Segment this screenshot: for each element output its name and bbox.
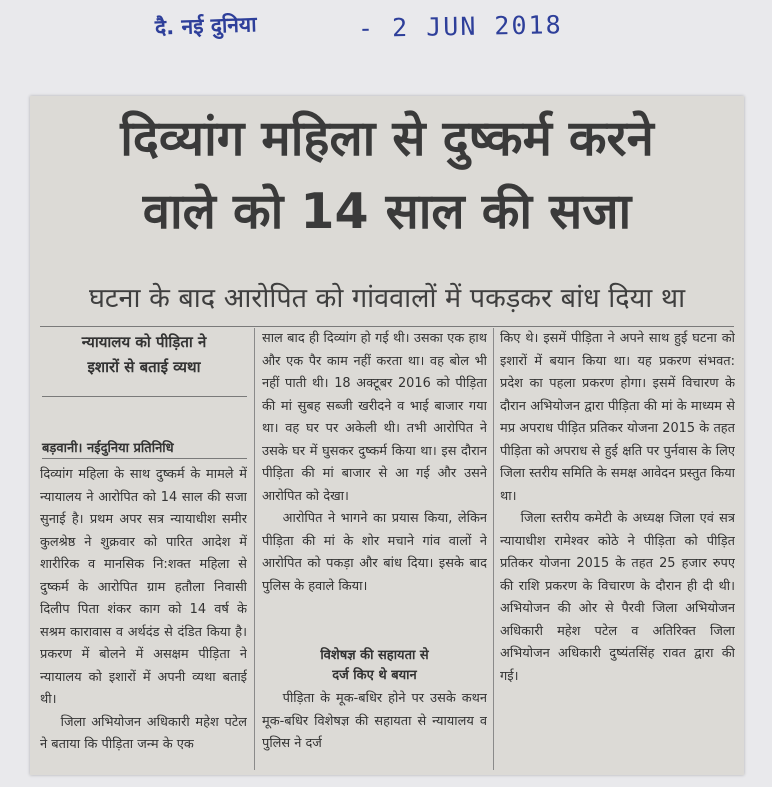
column-1-paragraph-2: जिला अभियोजन अधिकारी महेश पटेल ने बताया कि पीड़िता जन्म के एक (40, 714, 247, 752)
column-divider-1 (254, 328, 255, 770)
column-2-paragraph-2: आरोपित ने भागने का प्रयास किया, लेकिन पीड़िता की मां के शोर मचाने गांव वालों ने आरोपित को पकड़ा और बांध दिया। इसके बाद पुलिस के हवाले किया। (262, 511, 487, 594)
column-2-paragraph-3: पीड़िता के मूक-बधिर होने पर उसके कथन मूक-बधिर विशेषज्ञ की सहायता से न्यायालय व पुलिस ने दर्ज (262, 691, 487, 751)
headline-line-2: वाले को 14 साल की सजा (142, 183, 632, 240)
byline-divider (42, 458, 247, 459)
source-stamp: दै. नई दुनिया (154, 12, 257, 40)
date-stamp: - 2 JUN 2018 (357, 10, 563, 43)
column-2-paragraph-1: साल बाद ही दिव्यांग हो गई थी। उसका एक हाथ और एक पैर काम नहीं करता था। वह बोल भी नहीं पाती थी। 18 अक्टूबर 2016 को पीड़िता की मां सुबह सब्जी खरीदने व भाई बाजार गया था। वह घर पर अकेली थी। तभी आरोपित ने उसके घर में घुसकर दुष्कर्म किया था। इस दौरान पीड़िता की मां बाजार से आ गई और उसने आरोपित को देखा। (262, 331, 487, 504)
section-subheading-line-1: विशेषज्ञ की सहायता से (320, 648, 429, 663)
column-divider-2 (493, 328, 494, 770)
callout-line-2: इशारों से बताई व्यथा (87, 358, 201, 376)
sub-headline: घटना के बाद आरोपित को गांववालों में पकड़कर बांध दिया था (88, 283, 686, 314)
headline-line-1: दिव्यांग महिला से दुष्कर्म करने (120, 110, 654, 167)
headline-divider (40, 326, 734, 327)
article-column-2-continued (262, 688, 487, 760)
article-column-3 (500, 328, 735, 758)
column-1-paragraph-1: दिव्यांग महिला के साथ दुष्कर्म के मामले में न्यायालय ने आरोपित को 14 साल की सजा सुनाई है। प्रथम अपर सत्र न्यायाधीश समीर कुलश्रेष्ठ ने शुक्रवार को पारित आदेश में शारीरिक व मानसिक नि:शक्त महिला से दुष्कर्म के आरोपित ग्राम हतौला निवासी दिलीप पिता शंकर काग को 14 वर्ष के सश्रम कारावास व अर्थदंड से दंडित किया है। प्रकरण में बोलने में असक्षम पीड़िता ने न्यायालय को इशारों में अपनी व्यथा बताई थी। (40, 467, 247, 707)
article-column-2 (262, 328, 487, 644)
column-3-paragraph-2: जिला स्तरीय कमेटी के अध्यक्ष जिला एवं सत्र न्यायाधीश रामेश्वर कोठे ने पीड़िता को पीड़ित प्रतिकर योजना 2015 के तहत 25 हजार रुपए की राशि प्रकरण के विचारण के दौरान ही दी थी। अभियोजन की ओर से पैरवी जिला अभियोजन अधिकारी महेश पटेल व अतिरिक्त जिला अभियोजन अधिकारी दुष्यंतसिंह रावत द्वारा की गई। (500, 511, 735, 684)
column-3-paragraph-1: किए थे। इसमें पीड़िता ने अपने साथ हुई घटना को इशारों में बयान किया था। यह प्रकरण संभवत: प्रदेश का पहला प्रकरण होगा। इसमें विचारण के दौरान अभियोजन द्वारा पीड़िता की मां के माध्यम से मप्र अपराध पीड़ित प्रतिकर योजना 2015 के तहत पीड़िता को अपराध से हुई क्षति पर पुर्नवास के लिए जिला स्तरीय समिति के समक्ष आवेदन प्रस्तुत किया था। (500, 331, 735, 504)
byline: बड़वानी। नईदुनिया प्रतिनिधि (42, 441, 174, 456)
callout-line-1: न्यायालय को पीड़िता ने (81, 333, 207, 351)
section-subheading-line-2: दर्ज किए थे बयान (332, 668, 417, 683)
section-subheading (262, 646, 487, 686)
callout-divider (42, 396, 247, 397)
callout-box (44, 330, 244, 380)
article-column-1 (40, 464, 247, 760)
